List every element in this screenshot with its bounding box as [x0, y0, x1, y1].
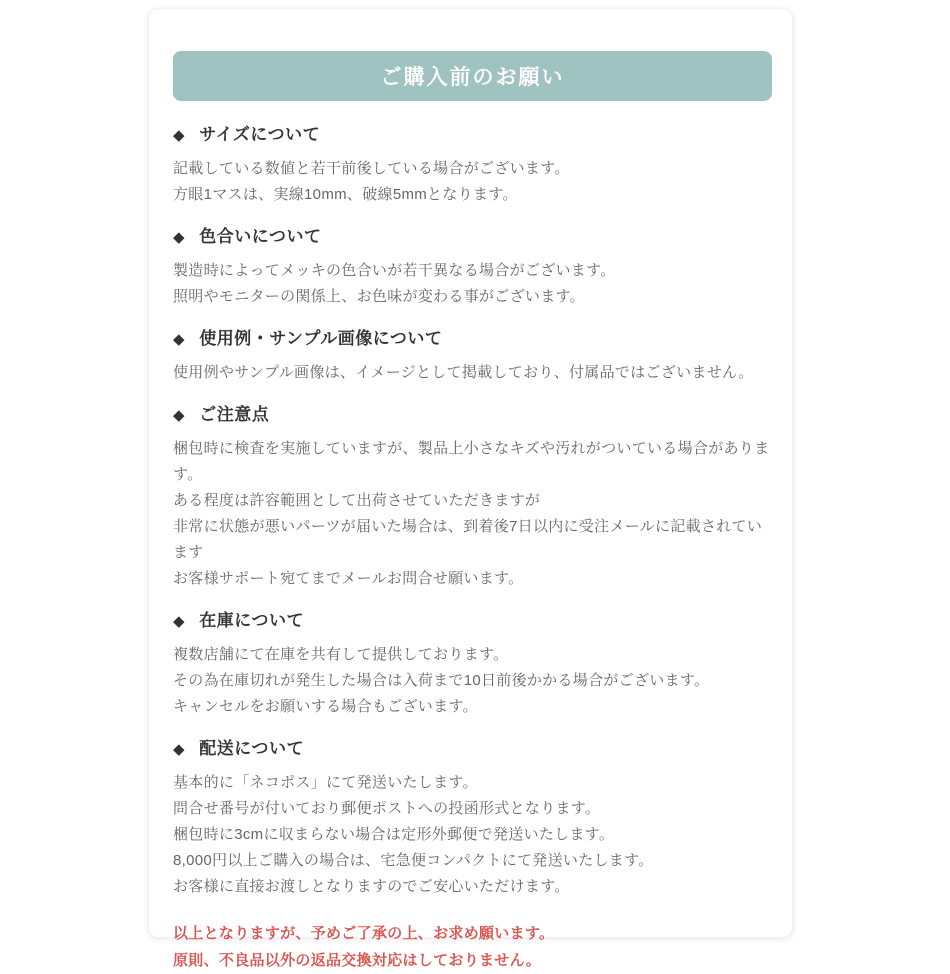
body-line: 複数店舗にて在庫を共有して提供しております。 — [173, 646, 509, 663]
footer-alert — [173, 920, 772, 974]
body-line: 問合せ番号が付いており郵便ポストへの投函形式となります。 — [173, 800, 601, 817]
section-shipping — [173, 737, 772, 900]
page-title-banner — [173, 51, 772, 101]
body-line: 非常に状態が悪いパーツが届いた場合は、到着後7日以内に受注メールに記載されています — [173, 518, 763, 561]
body-line: お客様サポート宛てまでメールお問合せ願います。 — [173, 570, 524, 587]
section-stock — [173, 609, 772, 720]
section-sample-images — [173, 327, 772, 386]
section-size — [173, 123, 772, 208]
body-line: キャンセルをお願いする場合もございます。 — [173, 698, 478, 715]
diamond-icon: ◆ — [173, 407, 186, 424]
section-size-heading — [173, 123, 772, 147]
section-heading-label: ご注意点 — [199, 405, 270, 424]
diamond-icon: ◆ — [173, 613, 186, 630]
section-cautions-heading — [173, 403, 772, 427]
section-heading-label: 在庫について — [199, 611, 304, 630]
body-line: 基本的に「ネコポス」にて発送いたします。 — [173, 774, 478, 791]
body-line: ある程度は許容範囲として出荷させていただきますが — [173, 492, 541, 509]
diamond-icon: ◆ — [173, 127, 186, 144]
page-title: ご購入前のお願い — [380, 66, 565, 89]
diamond-icon: ◆ — [173, 229, 186, 246]
diamond-icon: ◆ — [173, 741, 186, 758]
notice-content — [173, 123, 772, 974]
section-color-heading — [173, 225, 772, 249]
section-heading-label: 使用例・サンプル画像について — [199, 329, 443, 348]
body-line: 梱包時に3cmに収まらない場合は定形外郵便で発送いたします。 — [173, 826, 615, 843]
section-shipping-heading — [173, 737, 772, 761]
purchase-notice-card — [148, 8, 793, 969]
body-line: 方眼1マスは、実線10mm、破線5mmとなります。 — [173, 186, 518, 203]
alert-line: 以上となりますが、予めご了承の上、お求め願います。 — [173, 925, 555, 942]
section-heading-label: 配送について — [199, 739, 304, 758]
body-line: 照明やモニターの関係上、お色味が変わる事がございます。 — [173, 288, 585, 305]
section-heading-label: サイズについて — [199, 125, 321, 144]
alert-line: 原則、不良品以外の返品交換対応はしておりません。 — [173, 952, 542, 969]
section-stock-heading — [173, 609, 772, 633]
section-sample-images-heading — [173, 327, 772, 351]
section-heading-label: 色合いについて — [199, 227, 322, 246]
diamond-icon: ◆ — [173, 331, 186, 348]
body-line: 使用例やサンプル画像は、イメージとして掲載しており、付属品ではございません。 — [173, 364, 754, 381]
body-line: お客様に直接お渡しとなりますのでご安心いただけます。 — [173, 878, 570, 895]
section-cautions — [173, 403, 772, 592]
body-line: 製造時によってメッキの色合いが若干異なる場合がございます。 — [173, 262, 616, 279]
body-line: 梱包時に検査を実施していますが、製品上小さなキズや汚れがついている場合があります。 — [173, 440, 770, 483]
body-line: 記載している数値と若干前後している場合がございます。 — [173, 160, 570, 177]
body-line: 8,000円以上ご購入の場合は、宅急便コンパクトにて発送いたします。 — [173, 852, 654, 869]
body-line: その為在庫切れが発生した場合は入荷まで10日前後かかる場合がございます。 — [173, 672, 710, 689]
section-color — [173, 225, 772, 310]
